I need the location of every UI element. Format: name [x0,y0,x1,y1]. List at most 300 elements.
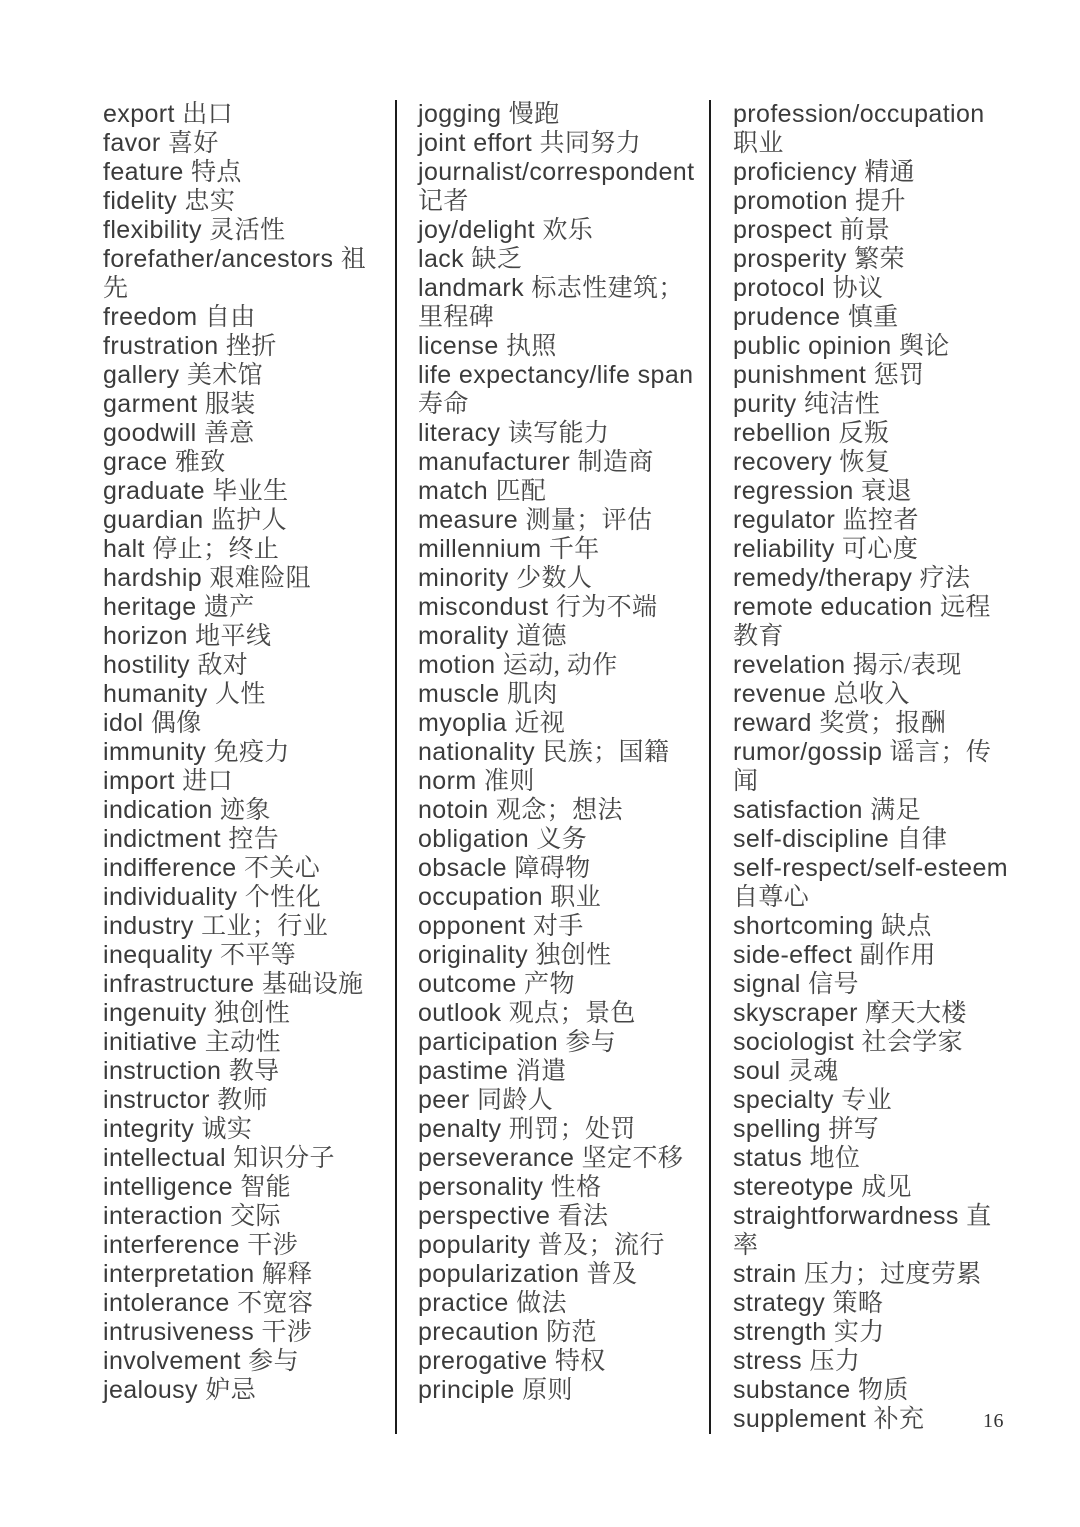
vocab-entry [103,187,387,216]
vocab-entry [733,941,1015,970]
vocab-entry [733,1347,1015,1376]
chinese-translation: 善意 [203,420,255,447]
chinese-translation: 交际 [230,1203,281,1230]
vocab-entry [733,999,1015,1028]
vocab-entry [733,912,1015,941]
english-term: rebellion [733,419,832,447]
chinese-translation: 远程教育 [733,594,991,650]
english-term: joy/delight [418,216,535,244]
vocab-entry [733,1260,1015,1289]
chinese-translation: 普及 [586,1261,638,1288]
vocab-entry [418,419,706,448]
english-term: regression [733,477,854,505]
vocab-entry [733,158,1015,187]
english-term: inequality [103,941,213,969]
chinese-translation: 对手 [532,913,584,940]
vocab-entry [418,1289,706,1318]
chinese-translation: 妒忌 [205,1377,257,1404]
english-term: stress [733,1347,803,1375]
english-term: match [418,477,489,505]
english-term: immunity [103,738,207,766]
chinese-translation: 停止；终止 [152,536,280,563]
chinese-translation: 遗产 [203,594,255,621]
chinese-translation: 近视 [514,710,566,737]
english-term: recovery [733,448,833,476]
english-term: license [418,332,499,360]
chinese-translation: 慢跑 [508,101,560,128]
english-term: perseverance [418,1144,575,1172]
vocab-entry [418,970,706,999]
vocab-entry [103,477,387,506]
english-term: self-respect/self-esteem [733,854,1008,882]
english-term: miscondust [418,593,549,621]
chinese-translation: 疗法 [919,565,971,592]
english-term: obsacle [418,854,507,882]
vocab-entry [103,1202,387,1231]
vocab-entry [733,216,1015,245]
vocab-entry [103,129,387,158]
english-term: strain [733,1260,797,1288]
english-term: practice [418,1289,509,1317]
english-term: industry [103,912,194,940]
vocab-entry [733,535,1015,564]
vocab-entry [418,535,706,564]
english-term: supplement [733,1405,867,1433]
vocab-entry [103,767,387,796]
vocab-entry [418,709,706,738]
chinese-translation: 教导 [228,1058,280,1085]
vocabulary-list [103,100,1015,1434]
english-term: occupation [418,883,543,911]
english-term: frustration [103,332,219,360]
chinese-translation: 忠实 [184,188,236,215]
vocab-entry [103,506,387,535]
vocab-entry [418,767,706,796]
chinese-translation: 准则 [483,768,535,795]
vocab-entry [733,448,1015,477]
chinese-translation: 谣言；传闻 [733,739,992,795]
english-term: minority [418,564,509,592]
vocab-entry [733,1376,1015,1405]
chinese-translation: 艰难险阻 [209,565,312,592]
chinese-translation: 基础设施 [261,971,364,998]
chinese-translation: 迹象 [220,797,271,824]
english-term: spelling [733,1115,821,1143]
chinese-translation: 运动, 动作 [502,652,618,679]
vocab-entry [103,332,387,361]
english-term: prosperity [733,245,847,273]
chinese-translation: 奖赏；报酬 [819,710,947,737]
english-term: favor [103,129,161,157]
chinese-translation: 知识分子 [233,1145,335,1172]
english-term: promotion [733,187,848,215]
chinese-translation: 记者 [418,188,469,215]
chinese-translation: 前景 [839,217,891,244]
chinese-translation: 提升 [855,188,906,215]
vocab-column-3 [709,100,1015,1434]
chinese-translation: 读写能力 [507,420,610,447]
english-term: manufacturer [418,448,571,476]
vocab-entry [733,680,1015,709]
english-term: public opinion [733,332,892,360]
english-term: infrastructure [103,970,255,998]
vocab-entry [103,1231,387,1260]
vocab-entry [103,1376,387,1405]
english-term: peer [418,1086,470,1114]
english-term: personality [418,1173,544,1201]
english-term: freedom [103,303,198,331]
vocab-entry [418,912,706,941]
chinese-translation: 参与 [565,1029,617,1056]
vocab-entry [418,564,706,593]
chinese-translation: 障碍物 [514,855,591,882]
chinese-translation: 信号 [808,971,859,998]
english-term: penalty [418,1115,502,1143]
english-term: notoin [418,796,489,824]
vocab-entry [418,1318,706,1347]
english-term: regulator [733,506,836,534]
vocab-entry [103,535,387,564]
english-term: prospect [733,216,833,244]
chinese-translation: 缺乏 [471,246,523,273]
english-term: jealousy [103,1376,198,1404]
vocab-entry [418,1115,706,1144]
english-term: shortcoming [733,912,874,940]
vocab-entry [418,1376,706,1405]
vocab-entry [418,245,706,274]
english-term: intellectual [103,1144,226,1172]
chinese-translation: 反叛 [838,420,890,447]
english-term: halt [103,535,145,563]
vocab-entry [418,1231,706,1260]
vocab-entry [103,303,387,332]
vocab-entry [103,912,387,941]
english-term: revenue [733,680,827,708]
english-term: skyscraper [733,999,858,1027]
chinese-translation: 性格 [550,1174,602,1201]
english-term: popularity [418,1231,531,1259]
vocab-entry [733,738,1015,796]
vocab-entry [733,245,1015,274]
english-term: grace [103,448,168,476]
chinese-translation: 职业 [550,884,602,911]
vocab-entry [103,448,387,477]
vocab-entry [103,593,387,622]
vocab-entry [733,1086,1015,1115]
english-term: profession/occupation [733,100,985,128]
chinese-translation: 控告 [228,826,280,853]
vocab-entry [733,1115,1015,1144]
vocab-entry [103,970,387,999]
vocab-entry [733,854,1015,912]
english-term: graduate [103,477,205,505]
english-term: interaction [103,1202,223,1230]
vocab-entry [733,1144,1015,1173]
vocab-entry [103,941,387,970]
english-term: interpretation [103,1260,255,1288]
english-term: opponent [418,912,526,940]
vocab-entry [103,680,387,709]
english-term: indifference [103,854,237,882]
english-term: morality [418,622,509,650]
vocab-entry [418,999,706,1028]
chinese-translation: 社会学家 [861,1029,964,1056]
english-term: indictment [103,825,221,853]
english-term: originality [418,941,529,969]
chinese-translation: 成见 [861,1174,912,1201]
vocab-entry [733,796,1015,825]
chinese-translation: 恢复 [839,449,891,476]
english-term: landmark [418,274,525,302]
chinese-translation: 拼写 [828,1116,880,1143]
english-term: involvement [103,1347,241,1375]
vocab-entry [418,941,706,970]
vocab-entry [103,622,387,651]
english-term: perspective [418,1202,551,1230]
chinese-translation: 压力；过度劳累 [803,1261,982,1288]
chinese-translation: 进口 [182,768,234,795]
vocab-entry [733,419,1015,448]
english-term: intolerance [103,1289,230,1317]
vocab-entry [418,129,706,158]
vocab-entry [103,738,387,767]
chinese-translation: 主动性 [204,1029,281,1056]
chinese-translation: 道德 [516,623,567,650]
chinese-translation: 肌肉 [506,681,558,708]
english-term: sociologist [733,1028,855,1056]
chinese-translation: 个性化 [244,884,321,911]
vocab-entry [103,1289,387,1318]
vocab-entry [733,593,1015,651]
chinese-translation: 灵活性 [209,217,286,244]
vocab-entry [733,1405,1015,1434]
english-term: remedy/therapy [733,564,913,592]
english-term: strategy [733,1289,826,1317]
english-term: joint effort [418,129,533,157]
chinese-translation: 看法 [557,1203,609,1230]
vocab-entry [418,622,706,651]
english-term: hardship [103,564,203,592]
vocab-entry [103,100,387,129]
chinese-translation: 灵魂 [787,1058,839,1085]
chinese-translation: 精通 [864,159,916,186]
english-term: indication [103,796,213,824]
english-term: intrusiveness [103,1318,255,1346]
vocab-entry [418,593,706,622]
vocab-entry [733,361,1015,390]
vocab-entry [103,1144,387,1173]
english-term: precaution [418,1318,539,1346]
english-term: participation [418,1028,559,1056]
vocab-entry [733,1173,1015,1202]
chinese-translation: 祖先 [103,246,367,302]
vocab-entry [418,883,706,912]
english-term: literacy [418,419,501,447]
vocab-entry [418,477,706,506]
english-term: nationality [418,738,535,766]
vocab-entry [103,1318,387,1347]
chinese-translation: 消遣 [515,1058,567,1085]
vocab-entry [418,796,706,825]
chinese-translation: 坚定不移 [581,1145,684,1172]
chinese-translation: 挫折 [225,333,277,360]
english-term: reliability [733,535,835,563]
vocab-entry [418,158,706,216]
vocab-entry [733,506,1015,535]
english-term: horizon [103,622,188,650]
english-term: guardian [103,506,204,534]
vocab-entry [733,709,1015,738]
chinese-translation: 做法 [516,1290,567,1317]
vocab-entry [103,883,387,912]
chinese-translation: 压力 [809,1348,861,1375]
english-term: humanity [103,680,208,708]
english-term: export [103,100,175,128]
chinese-translation: 刑罚；处罚 [508,1116,636,1143]
english-term: soul [733,1057,781,1085]
vocab-entry [418,1260,706,1289]
english-term: popularization [418,1260,580,1288]
english-term: rumor/gossip [733,738,883,766]
vocab-entry [103,419,387,448]
chinese-translation: 美术馆 [186,362,264,389]
english-term: journalist/correspondent [418,158,695,186]
vocab-entry [103,651,387,680]
english-term: heritage [103,593,197,621]
vocab-entry [733,970,1015,999]
english-term: garment [103,390,198,418]
chinese-translation: 繁荣 [854,246,905,273]
english-term: punishment [733,361,867,389]
english-term: hostility [103,651,190,679]
vocab-entry [103,158,387,187]
chinese-translation: 观点；景色 [508,1000,636,1027]
vocab-entry [733,274,1015,303]
chinese-translation: 民族；国籍 [542,739,670,766]
chinese-translation: 观念；想法 [495,797,623,824]
english-term: import [103,767,175,795]
chinese-translation: 千年 [548,536,600,563]
english-term: outlook [418,999,502,1027]
vocab-entry [103,564,387,593]
english-term: idol [103,709,144,737]
vocab-entry [733,1289,1015,1318]
english-term: strength [733,1318,827,1346]
chinese-translation: 特点 [191,159,242,186]
english-term: signal [733,970,801,998]
vocab-entry [103,1260,387,1289]
chinese-translation: 摩天大楼 [865,1000,967,1027]
chinese-translation: 不宽容 [237,1290,314,1317]
chinese-translation: 出口 [182,101,234,128]
vocab-entry [103,709,387,738]
chinese-translation: 独创性 [535,942,612,969]
vocab-entry [418,361,706,419]
chinese-translation: 义务 [536,826,588,853]
chinese-translation: 诚实 [201,1116,253,1143]
chinese-translation: 参与 [248,1348,299,1375]
chinese-translation: 测量；评估 [525,507,653,534]
vocab-entry [733,390,1015,419]
english-term: stereotype [733,1173,854,1201]
vocab-entry [418,1028,706,1057]
chinese-translation: 地位 [809,1145,861,1172]
vocab-entry [418,1173,706,1202]
chinese-translation: 喜好 [167,130,219,157]
english-term: intelligence [103,1173,233,1201]
vocab-entry [418,651,706,680]
chinese-translation: 干涉 [247,1232,298,1259]
vocab-entry [103,1173,387,1202]
chinese-translation: 地平线 [195,623,272,650]
vocab-entry [103,825,387,854]
chinese-translation: 补充 [873,1406,925,1433]
vocab-entry [103,245,387,303]
vocab-entry [733,1318,1015,1347]
chinese-translation: 干涉 [261,1319,313,1346]
vocab-entry [418,680,706,709]
english-term: feature [103,158,184,186]
vocab-column-2 [395,100,709,1434]
vocab-entry [418,854,706,883]
chinese-translation: 普及；流行 [537,1232,665,1259]
vocab-entry [733,651,1015,680]
english-term: instructor [103,1086,210,1114]
chinese-translation: 舆论 [898,333,950,360]
chinese-translation: 不关心 [243,855,321,882]
vocab-entry [103,1347,387,1376]
chinese-translation: 自由 [204,304,256,331]
english-term: integrity [103,1115,195,1143]
vocab-entry [418,274,706,332]
english-term: initiative [103,1028,198,1056]
english-term: jogging [418,100,502,128]
chinese-translation: 同龄人 [477,1087,554,1114]
chinese-translation: 工业；行业 [201,913,329,940]
vocab-entry [733,1028,1015,1057]
chinese-translation: 满足 [870,797,922,824]
vocab-entry [418,1144,706,1173]
chinese-translation: 独创性 [214,1000,291,1027]
vocab-entry [733,303,1015,332]
chinese-translation: 惩罚 [873,362,925,389]
english-term: motion [418,651,496,679]
chinese-translation: 监护人 [210,507,288,534]
english-term: substance [733,1376,851,1404]
english-term: ingenuity [103,999,207,1027]
english-term: satisfaction [733,796,863,824]
chinese-translation: 协议 [832,275,884,302]
vocab-entry [418,1347,706,1376]
chinese-translation: 服装 [204,391,256,418]
chinese-translation: 行为不端 [555,594,658,621]
english-term: proficiency [733,158,857,186]
vocab-entry [103,361,387,390]
chinese-translation: 可心度 [842,536,919,563]
vocab-entry [418,448,706,477]
chinese-translation: 人性 [215,681,266,708]
english-term: obligation [418,825,530,853]
chinese-translation: 共同努力 [539,130,642,157]
chinese-translation: 副作用 [859,942,936,969]
vocab-entry [103,216,387,245]
chinese-translation: 执照 [505,333,557,360]
vocab-entry [418,332,706,361]
english-term: millennium [418,535,542,563]
english-term: norm [418,767,477,795]
chinese-translation: 纯洁性 [803,391,881,418]
vocab-entry [103,1028,387,1057]
